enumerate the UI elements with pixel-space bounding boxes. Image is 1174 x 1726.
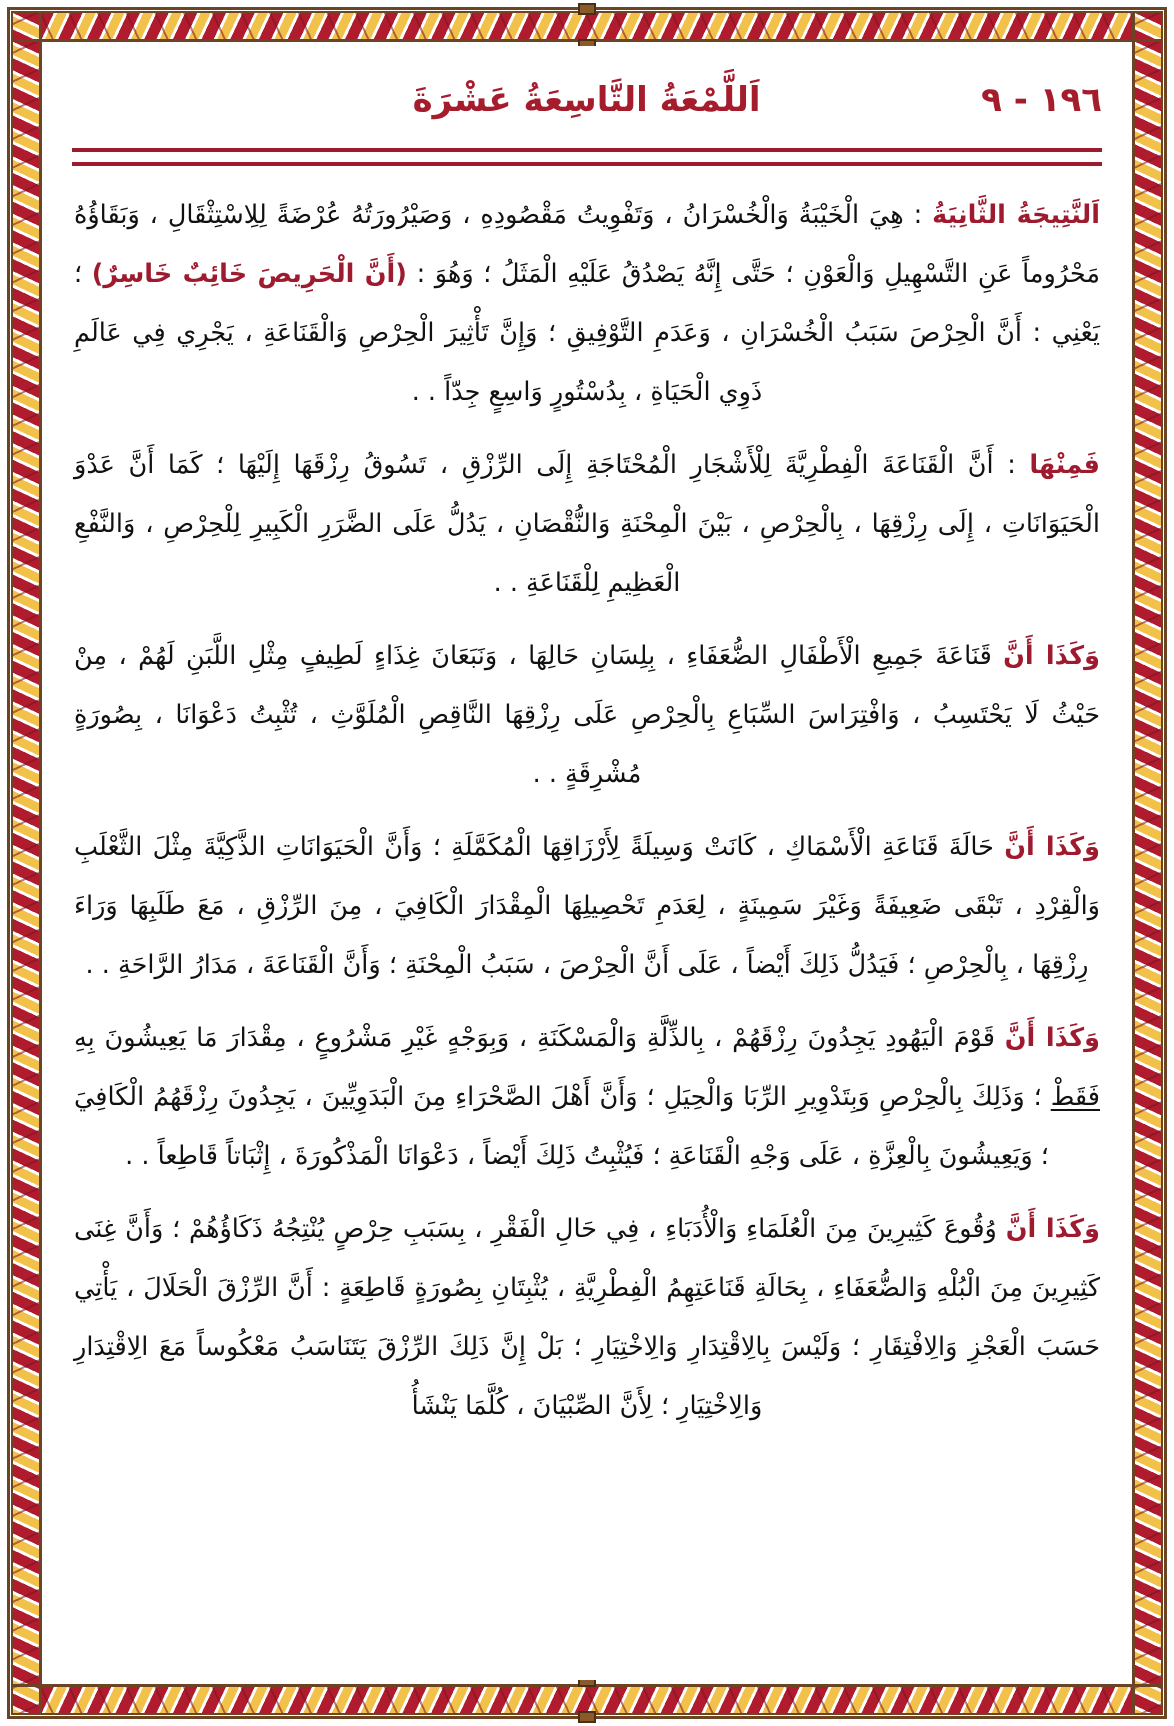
paragraph-keyword: اَلنَّتِيجَةُ الثَّانِيَةُ [932, 200, 1100, 230]
paragraph-text: : أَنَّ الْقَنَاعَةَ الْفِطْرِيَّةَ لِلْأَشْجَارِ الْمُحْتَاجَةِ إِلَى الرِّزْقِ ، تَسُوقُ رِزْقَهَا إِلَيْهَا ؛ كَمَا أَنَّ عَدْوَ الْحَيَوَانَاتِ ، إِلَى رِزْقِهَا ، بِالْحِرْصِ ، بَيْنَ الْمِحْنَةِ وَالنُّقْصَانِ ، يَدُلُّ عَلَى الضَّرَرِ الْكَبِيرِ لِلْحِرْصِ ، وَالنَّفْعِ الْعَظِيمِ لِلْقَنَاعَةِ . . [74, 450, 1100, 598]
border-braid-bottom [13, 1687, 1161, 1713]
body-text [60, 166, 1114, 1436]
border-rail [39, 11, 42, 1715]
border-tab-ornament-top [578, 3, 596, 15]
border-rail [1132, 11, 1135, 1715]
paragraph [74, 818, 1100, 995]
page-header [60, 70, 1114, 142]
chapter-title: اَللَّمْعَةُ التَّاسِعَةُ عَشْرَةَ [412, 80, 761, 120]
page-content [46, 46, 1128, 1680]
border-braid-top [13, 13, 1161, 39]
paragraph-text: قَوْمَ الْيَهُودِ يَجِدُونَ رِزْقَهُمْ ، بِالذِّلَّةِ وَالْمَسْكَنَةِ ، وَبِوَجْهٍ غَيْرِ مَشْرُوعٍ ، مِقْدَارَ مَا يَعِيشُونَ بِهِ [74, 1023, 1005, 1053]
paragraph [74, 627, 1100, 804]
paragraph [74, 186, 1100, 422]
paragraph-keyword: فَمِنْهَا [1029, 450, 1100, 480]
paragraph-keyword: وَكَذَا أَنَّ [1003, 641, 1100, 671]
border-braid-left [13, 13, 39, 1713]
paragraph-text: وُقُوعَ كَثِيرِينَ مِنَ الْعُلَمَاءِ وَالْأُدَبَاءِ ، فِي حَالِ الْفَقْرِ ، بِسَبَبِ حِرْصٍ يُنْتِجُهُ ذَكَاؤُهُمْ ؛ وَأَنَّ غِنَى كَثِيرِينَ مِنَ الْبُلْهِ وَالضُّعَفَاءِ ، بِحَالَةِ قَنَاعَتِهِمُ الْفِطْرِيَّةِ ، يُثْبِتَانِ بِصُورَةٍ قَاطِعَةٍ : أَنَّ الرِّزْقَ الْحَلَالَ ، يَأْتِي حَسَبَ الْعَجْزِ وَالِافْتِقَارِ ؛ وَلَيْسَ بِالِاقْتِدَارِ وَالِاخْتِيَارِ ؛ بَلْ إِنَّ ذَلِكَ الرِّزْقَ يَتَنَاسَبُ مَعْكُوساً مَعَ الِاقْتِدَارِ وَالِاخْتِيَارِ ؛ لِأَنَّ الصِّبْيَانَ ، كُلَّمَا يَنْشَأُ [74, 1214, 1100, 1421]
paragraph-text: ؛ يَعْنِي : أَنَّ الْحِرْصَ سَبَبُ الْخُسْرَانِ ، وَعَدَمِ التَّوْفِيقِ ؛ وَإِنَّ تَأْثِيرَ الْحِرْصِ وَالْقَنَاعَةِ ، يَجْرِي فِي عَالَمِ ذَوِي الْحَيَاةِ ، بِدُسْتُورٍ وَاسِعٍ جِدّاً . . [74, 259, 1100, 407]
paragraph [74, 436, 1100, 613]
paragraph-text: ؛ وَذَلِكَ بِالْحِرْصِ وَبِتَدْوِيرِ الرِّبَا وَالْحِيَلِ ؛ وَأَنَّ أَهْلَ الصَّحْرَاءِ مِنَ الْبَدَوِيِّينَ ، يَجِدُونَ رِزْقَهُمُ الْكَافِيَ ؛ وَيَعِيشُونَ بِالْعِزَّةِ ، عَلَى وَجْهِ الْقَنَاعَةِ ؛ فَيُثْبِتُ ذَلِكَ أَيْضاً ، دَعْوَانَا الْمَذْكُورَةَ ، إِثْبَاتاً قَاطِعاً . . [74, 1082, 1051, 1171]
emphasis-underlined: فَقَطْ [1050, 1082, 1100, 1112]
paragraph-keyword: وَكَذَا أَنَّ [1004, 1023, 1100, 1053]
header-divider-rule [72, 148, 1102, 166]
paragraph-keyword: وَكَذَا أَنَّ [1004, 832, 1100, 862]
border-rail [11, 11, 13, 1715]
border-tab-ornament-bottom [578, 1711, 596, 1723]
paragraph-text: : هِيَ الْخَيْبَةُ وَالْخُسْرَانُ ، وَتَفْوِيتُ مَقْصُودِهِ ، وَصَيْرُورَتُهُ عُرْضَةً لِلِاسْتِثْقَالِ ، وَبَقَاؤُهُ مَحْرُوماً عَنِ التَّسْهِيلِ وَالْعَوْنِ ؛ حَتَّى إِنَّهُ يَصْدُقُ عَلَيْهِ الْمَثَلُ ؛ وَهُوَ : [74, 200, 1101, 289]
paragraph-keyword: (أَنَّ الْحَرِيصَ خَائِبٌ خَاسِرٌ) [91, 259, 407, 289]
border-rail [1161, 11, 1163, 1715]
paragraph [74, 1200, 1100, 1436]
page-number: ١٩٦ - ٩ [981, 80, 1102, 120]
paragraph-text: حَالَةَ قَنَاعَةِ الْأَسْمَاكِ ، كَانَتْ وَسِيلَةً لِأَرْزَاقِهَا الْمُكَمَّلَةِ ؛ وَأَنَّ الْحَيَوَانَاتِ الذَّكِيَّةَ مِثْلَ الثَّعْلَبِ وَالْقِرْدِ ، تَبْقَى ضَعِيفَةً وَغَيْرَ سَمِينَةٍ ، لِعَدَمِ تَحْصِيلِهَا الْمِقْدَارَ الْكَافِيَ ، مِنَ الرِّزْقِ ، مَعَ طَلَبِهَا وَرَاءَ رِزْقِهَا ، بِالْحِرْصِ ؛ فَيَدُلُّ ذَلِكَ أَيْضاً ، عَلَى أَنَّ الْحِرْصَ ، سَبَبُ الْمِحْنَةِ ؛ وَأَنَّ الْقَنَاعَةَ ، مَدَارُ الرَّاحَةِ . . [74, 832, 1100, 980]
paragraph-keyword: وَكَذَا أَنَّ [1005, 1214, 1100, 1244]
border-braid-right [1135, 13, 1161, 1713]
paragraph-text: قَنَاعَةَ جَمِيعِ الْأَطْفَالِ الضُّعَفَاءِ ، بِلِسَانِ حَالِهَا ، وَنَبَعَانَ غِذَاءٍ لَطِيفٍ مِثْلِ اللَّبَنِ لَهُمْ ، مِنْ حَيْثُ لَا يَحْتَسِبُ ، وَافْتِرَاسَ السِّبَاعِ بِالْحِرْصِ عَلَى رِزْقِهَا النَّاقِصِ الْمُلَوَّثِ ، تُثْبِتُ دَعْوَانَا ، بِصُورَةٍ مُشْرِقَةٍ . . [74, 641, 1100, 789]
paragraph [74, 1009, 1100, 1186]
